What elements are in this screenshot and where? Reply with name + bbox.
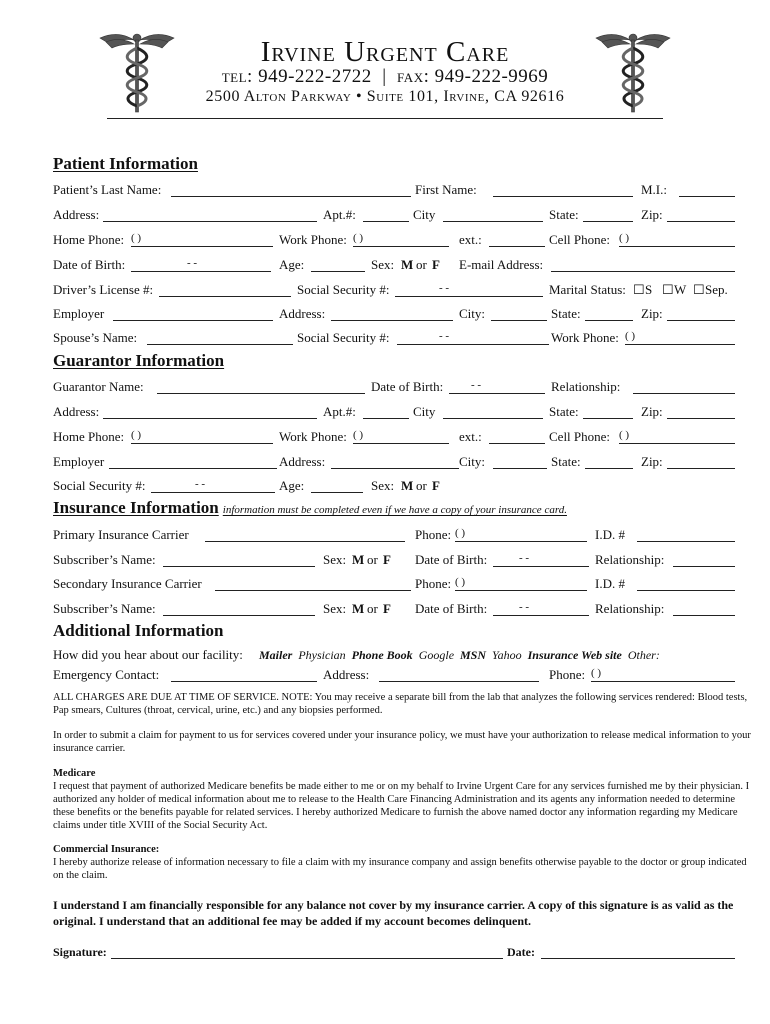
city-field[interactable] xyxy=(443,221,543,222)
secondary-subscriber-label: Subscriber’s Name: xyxy=(53,601,156,616)
guarantor-relationship-field[interactable] xyxy=(633,393,735,394)
last-name-field[interactable] xyxy=(171,196,411,197)
guarantor-apt-field[interactable] xyxy=(363,418,409,419)
cell-phone-field[interactable] xyxy=(619,232,735,247)
patient-row-address xyxy=(53,203,735,225)
employer-state-label: State: xyxy=(551,306,581,321)
secondary-dob-label: Date of Birth: xyxy=(415,601,488,616)
secondary-sex-option-f[interactable]: F xyxy=(383,601,391,616)
patient-row-name xyxy=(53,178,735,200)
guarantor-home-phone-area-code: ( ) xyxy=(131,429,142,441)
sex-label: Sex: xyxy=(371,257,395,272)
ssn-separators: - - xyxy=(439,282,450,294)
spouse-work-phone-label: Work Phone: xyxy=(551,330,619,345)
insurance-heading-text: Insurance Information xyxy=(53,498,219,517)
date-field[interactable] xyxy=(541,958,735,959)
guarantor-state-label: State: xyxy=(549,404,579,419)
referral-source-row xyxy=(53,643,735,665)
guarantor-employer-state-field[interactable] xyxy=(585,468,633,469)
ssn-label: Social Security #: xyxy=(297,282,390,297)
guarantor-sex-label: Sex: xyxy=(371,478,395,493)
insurance-row-secondary-subscriber xyxy=(53,597,735,619)
secondary-phone-label: Phone: xyxy=(415,576,452,591)
apt-label: Apt.#: xyxy=(323,207,356,222)
guarantor-ssn-label: Social Security #: xyxy=(53,478,146,493)
guarantor-home-phone-label: Home Phone: xyxy=(53,429,125,444)
marital-sep-label: Sep. xyxy=(705,282,728,297)
guarantor-city-field[interactable] xyxy=(443,418,543,419)
address-label: Address: xyxy=(53,207,100,222)
secondary-sex-option-m[interactable]: M xyxy=(352,601,365,616)
spouse-name-label: Spouse’s Name: xyxy=(53,330,138,345)
emergency-contact-label: Emergency Contact: xyxy=(53,667,160,682)
guarantor-work-phone-area-code: ( ) xyxy=(353,429,364,441)
guarantor-name-label: Guarantor Name: xyxy=(53,379,144,394)
insurance-row-secondary xyxy=(53,572,735,594)
home-phone-field[interactable] xyxy=(131,232,273,247)
guarantor-row-phones xyxy=(53,425,735,447)
primary-relationship-field[interactable] xyxy=(673,566,735,567)
clinic-address: 2500 Alton Parkway • Suite 101, Irvine, CA 92616 xyxy=(205,88,565,105)
mi-label: M.I.: xyxy=(641,182,667,197)
primary-subscriber-field[interactable] xyxy=(163,566,315,567)
emergency-contact-row xyxy=(53,663,735,685)
guarantor-address-field[interactable] xyxy=(103,418,317,419)
guarantor-city-label: City xyxy=(413,404,436,419)
guarantor-section-heading: Guarantor Information xyxy=(53,351,225,370)
charges-notice: ALL CHARGES ARE DUE AT TIME OF SERVICE. NOTE: You may receive a separate bill from the lab that analyzes the following services rendered: Blood tests, Pap smears, Cultures (throat, cervical, urine, etc.) and any biopsies performed. xyxy=(53,692,748,716)
employer-city-field[interactable] xyxy=(491,320,547,321)
secondary-carrier-label: Secondary Insurance Carrier xyxy=(53,576,202,591)
emergency-phone-field[interactable] xyxy=(591,667,735,682)
secondary-id-label: I.D. # xyxy=(595,576,625,591)
source-phone-book[interactable]: Phone Book xyxy=(351,648,413,662)
secondary-dob-separators: - - xyxy=(519,601,530,613)
ext-field[interactable] xyxy=(489,246,545,247)
address-field[interactable] xyxy=(103,221,317,222)
header-divider xyxy=(107,118,663,119)
zip-field[interactable] xyxy=(667,221,735,222)
secondary-subscriber-field[interactable] xyxy=(163,615,315,616)
guarantor-employer-field[interactable] xyxy=(109,468,277,469)
source-google[interactable]: Google xyxy=(418,648,455,662)
guarantor-employer-city-label: City: xyxy=(459,454,486,469)
fax-label: fax: xyxy=(397,66,430,87)
sex-option-m[interactable]: M xyxy=(401,257,414,272)
primary-phone-area-code: ( ) xyxy=(455,527,466,539)
sex-or: or xyxy=(416,257,427,272)
drivers-license-label: Driver’s License #: xyxy=(53,282,154,297)
guarantor-dob-label: Date of Birth: xyxy=(371,379,444,394)
primary-dob-label: Date of Birth: xyxy=(415,552,488,567)
guarantor-sex-option-m[interactable]: M xyxy=(401,478,414,493)
patient-row-employer xyxy=(53,302,735,324)
referral-question: How did you hear about our facility: xyxy=(53,647,243,662)
fax-number: 949-222-9969 xyxy=(434,66,549,87)
tel-label: tel: xyxy=(221,66,253,87)
guarantor-name-field[interactable] xyxy=(157,393,365,394)
guarantor-row-ssn xyxy=(53,474,735,496)
marital-s-label: S xyxy=(645,282,653,297)
guarantor-work-phone-field[interactable] xyxy=(353,429,449,444)
guarantor-row-address xyxy=(53,400,735,422)
spouse-name-field[interactable] xyxy=(147,344,293,345)
signature-field[interactable] xyxy=(111,958,503,959)
patient-row-phones xyxy=(53,228,735,250)
emergency-phone-label: Phone: xyxy=(549,667,586,682)
dob-field[interactable] xyxy=(131,257,271,272)
mi-field[interactable] xyxy=(679,196,735,197)
secondary-phone-area-code: ( ) xyxy=(455,576,466,588)
medicare-title: Medicare xyxy=(53,768,96,779)
spouse-ssn-field[interactable] xyxy=(397,330,549,345)
guarantor-dob-field[interactable] xyxy=(449,379,545,394)
primary-subscriber-label: Subscriber’s Name: xyxy=(53,552,156,567)
secondary-id-field[interactable] xyxy=(637,590,735,591)
guarantor-ext-label: ext.: xyxy=(459,429,482,444)
primary-id-label: I.D. # xyxy=(595,527,625,542)
medicare-section xyxy=(53,767,753,832)
zip-label: Zip: xyxy=(641,207,663,222)
primary-phone-label: Phone: xyxy=(415,527,452,542)
sex-option-f[interactable]: F xyxy=(432,257,440,272)
primary-phone-field[interactable] xyxy=(455,527,587,542)
source-msn[interactable]: MSN xyxy=(460,648,487,662)
primary-sex-or: or xyxy=(367,552,378,567)
state-label: State: xyxy=(549,207,579,222)
dob-label: Date of Birth: xyxy=(53,257,126,272)
source-physician[interactable]: Physician xyxy=(298,648,346,662)
marital-s-checkbox[interactable]: ☐ xyxy=(633,282,645,297)
ssn-field[interactable] xyxy=(395,282,543,297)
email-field[interactable] xyxy=(551,271,735,272)
insurance-row-primary-subscriber xyxy=(53,548,735,570)
secondary-carrier-field[interactable] xyxy=(215,590,411,591)
emergency-address-label: Address: xyxy=(323,667,370,682)
insurance-note: information must be completed even if we have a copy of your insurance card. xyxy=(222,504,567,516)
primary-carrier-field[interactable] xyxy=(205,541,405,542)
clinic-name: Irvine Urgent Care xyxy=(260,36,510,68)
guarantor-zip-label: Zip: xyxy=(641,404,663,419)
primary-sex-option-f[interactable]: F xyxy=(383,552,391,567)
patient-row-dob xyxy=(53,253,735,275)
secondary-sex-label: Sex: xyxy=(323,601,347,616)
state-field[interactable] xyxy=(583,221,633,222)
guarantor-ext-field[interactable] xyxy=(489,443,545,444)
apt-field[interactable] xyxy=(363,221,409,222)
patient-row-license xyxy=(53,278,735,300)
spouse-work-phone-area-code: ( ) xyxy=(625,330,636,342)
signature-label: Signature: xyxy=(53,945,107,959)
source-mailer[interactable]: Mailer xyxy=(259,648,293,662)
guarantor-work-phone-label: Work Phone: xyxy=(279,429,347,444)
guarantor-ssn-separators: - - xyxy=(195,478,206,490)
employer-address-field[interactable] xyxy=(331,320,453,321)
employer-field[interactable] xyxy=(113,320,273,321)
source-insurance-web-site[interactable]: Insurance Web site xyxy=(527,648,622,662)
primary-dob-separators: - - xyxy=(519,552,530,564)
guarantor-state-field[interactable] xyxy=(583,418,633,419)
age-label: Age: xyxy=(279,257,305,272)
employer-city-label: City: xyxy=(459,306,486,321)
additional-section-heading: Additional Information xyxy=(53,621,224,640)
guarantor-employer-city-field[interactable] xyxy=(493,468,547,469)
emergency-phone-area-code: ( ) xyxy=(591,667,602,679)
guarantor-sex-or: or xyxy=(416,478,427,493)
secondary-relationship-field[interactable] xyxy=(673,615,735,616)
patient-section-heading: Patient Information xyxy=(53,154,198,173)
emergency-address-field[interactable] xyxy=(379,681,539,682)
guarantor-sex-option-f[interactable]: F xyxy=(432,478,440,493)
employer-zip-label: Zip: xyxy=(641,306,663,321)
work-phone-area-code: ( ) xyxy=(353,232,364,244)
employer-address-label: Address: xyxy=(279,306,326,321)
guarantor-cell-phone-field[interactable] xyxy=(619,429,735,444)
commercial-text: I hereby authorize release of information necessary to file a claim with my insurance company and assign benefits otherwise payable to the doctor or group indicated on the claim. xyxy=(53,857,747,881)
home-phone-label: Home Phone: xyxy=(53,232,125,247)
marital-sep-checkbox[interactable]: ☐ xyxy=(693,282,705,297)
secondary-relationship-label: Relationship: xyxy=(595,601,665,616)
first-name-field[interactable] xyxy=(493,196,633,197)
commercial-title: Commercial Insurance: xyxy=(53,844,160,855)
employer-state-field[interactable] xyxy=(585,320,633,321)
work-phone-field[interactable] xyxy=(353,232,449,247)
contact-separator: | xyxy=(382,66,387,87)
spouse-ssn-separators: - - xyxy=(439,330,450,342)
marital-status-label: Marital Status: xyxy=(549,282,626,297)
ext-label: ext.: xyxy=(459,232,482,247)
primary-id-field[interactable] xyxy=(637,541,735,542)
guarantor-age-label: Age: xyxy=(279,478,305,493)
city-label: City xyxy=(413,207,436,222)
guarantor-employer-zip-field[interactable] xyxy=(667,468,735,469)
marital-w-checkbox[interactable]: ☐ xyxy=(662,282,674,297)
guarantor-dob-separators: - - xyxy=(471,379,482,391)
guarantor-employer-zip-label: Zip: xyxy=(641,454,663,469)
guarantor-row-name xyxy=(53,375,735,397)
source-other[interactable]: Other: xyxy=(627,648,660,662)
insurance-row-primary xyxy=(53,523,735,545)
tel-number: 949-222-2722 xyxy=(258,66,372,87)
cell-phone-label: Cell Phone: xyxy=(549,232,611,247)
financial-responsibility-statement: I understand I am financially responsible for any balance not cover by my insurance carrier. A copy of this signature is as valid as the original. I understand that an additional fee may be added if my account becomes delinquent. xyxy=(53,898,734,928)
marital-w-label: W xyxy=(674,282,687,297)
guarantor-address-label: Address: xyxy=(53,404,100,419)
dob-separators: - - xyxy=(187,257,198,269)
guarantor-ssn-field[interactable] xyxy=(151,478,275,493)
guarantor-age-field[interactable] xyxy=(311,492,363,493)
first-name-label: First Name: xyxy=(415,182,477,197)
guarantor-row-employer xyxy=(53,450,735,472)
primary-sex-label: Sex: xyxy=(323,552,347,567)
guarantor-employer-address-field[interactable] xyxy=(331,468,459,469)
primary-sex-option-m[interactable]: M xyxy=(352,552,365,567)
age-field[interactable] xyxy=(311,271,365,272)
guarantor-cell-phone-area-code: ( ) xyxy=(619,429,630,441)
secondary-dob-field[interactable] xyxy=(493,601,589,616)
guarantor-apt-label: Apt.#: xyxy=(323,404,356,419)
work-phone-label: Work Phone: xyxy=(279,232,347,247)
emergency-contact-field[interactable] xyxy=(171,681,317,682)
commercial-insurance-section xyxy=(53,843,753,882)
signature-row xyxy=(53,942,735,962)
secondary-phone-field[interactable] xyxy=(455,576,587,591)
guarantor-relationship-label: Relationship: xyxy=(551,379,621,394)
spouse-work-phone-field[interactable] xyxy=(625,330,735,345)
guarantor-employer-state-label: State: xyxy=(551,454,581,469)
guarantor-cell-phone-label: Cell Phone: xyxy=(549,429,611,444)
email-label: E-mail Address: xyxy=(459,257,544,272)
primary-carrier-label: Primary Insurance Carrier xyxy=(53,527,189,542)
guarantor-home-phone-field[interactable] xyxy=(131,429,273,444)
patient-row-spouse xyxy=(53,326,735,348)
secondary-sex-or: or xyxy=(367,601,378,616)
insurance-section-heading xyxy=(53,498,567,518)
medicare-text: I request that payment of authorized Medicare benefits be made either to me or on my behalf to Irvine Urgent Care for any services furnished me by their physician. I authorized any holder of medical information about me to release to the Health Care Financing Administration and its agents any information needed to determine these benefits or the benefits payable for related services. I hereby authorized Medicare to furnish the above named doctor any information regarding my Medicare claims under title XVIII of the Social Security Act. xyxy=(53,781,750,831)
guarantor-employer-address-label: Address: xyxy=(279,454,326,469)
primary-relationship-label: Relationship: xyxy=(595,552,665,567)
source-yahoo[interactable]: Yahoo xyxy=(492,648,522,662)
drivers-license-field[interactable] xyxy=(159,296,291,297)
primary-dob-field[interactable] xyxy=(493,552,589,567)
guarantor-employer-label: Employer xyxy=(53,454,105,469)
employer-label: Employer xyxy=(53,306,105,321)
cell-phone-area-code: ( ) xyxy=(619,232,630,244)
last-name-label: Patient’s Last Name: xyxy=(53,182,162,197)
guarantor-zip-field[interactable] xyxy=(667,418,735,419)
spouse-ssn-label: Social Security #: xyxy=(297,330,390,345)
clinic-contact xyxy=(0,66,770,88)
claim-authorization-text: In order to submit a claim for payment to us for services covered under your insurance policy, we must have your authorization to release medical information to your insurance carrier. xyxy=(53,730,751,754)
employer-zip-field[interactable] xyxy=(667,320,735,321)
home-phone-area-code: ( ) xyxy=(131,232,142,244)
date-label: Date: xyxy=(507,945,535,959)
